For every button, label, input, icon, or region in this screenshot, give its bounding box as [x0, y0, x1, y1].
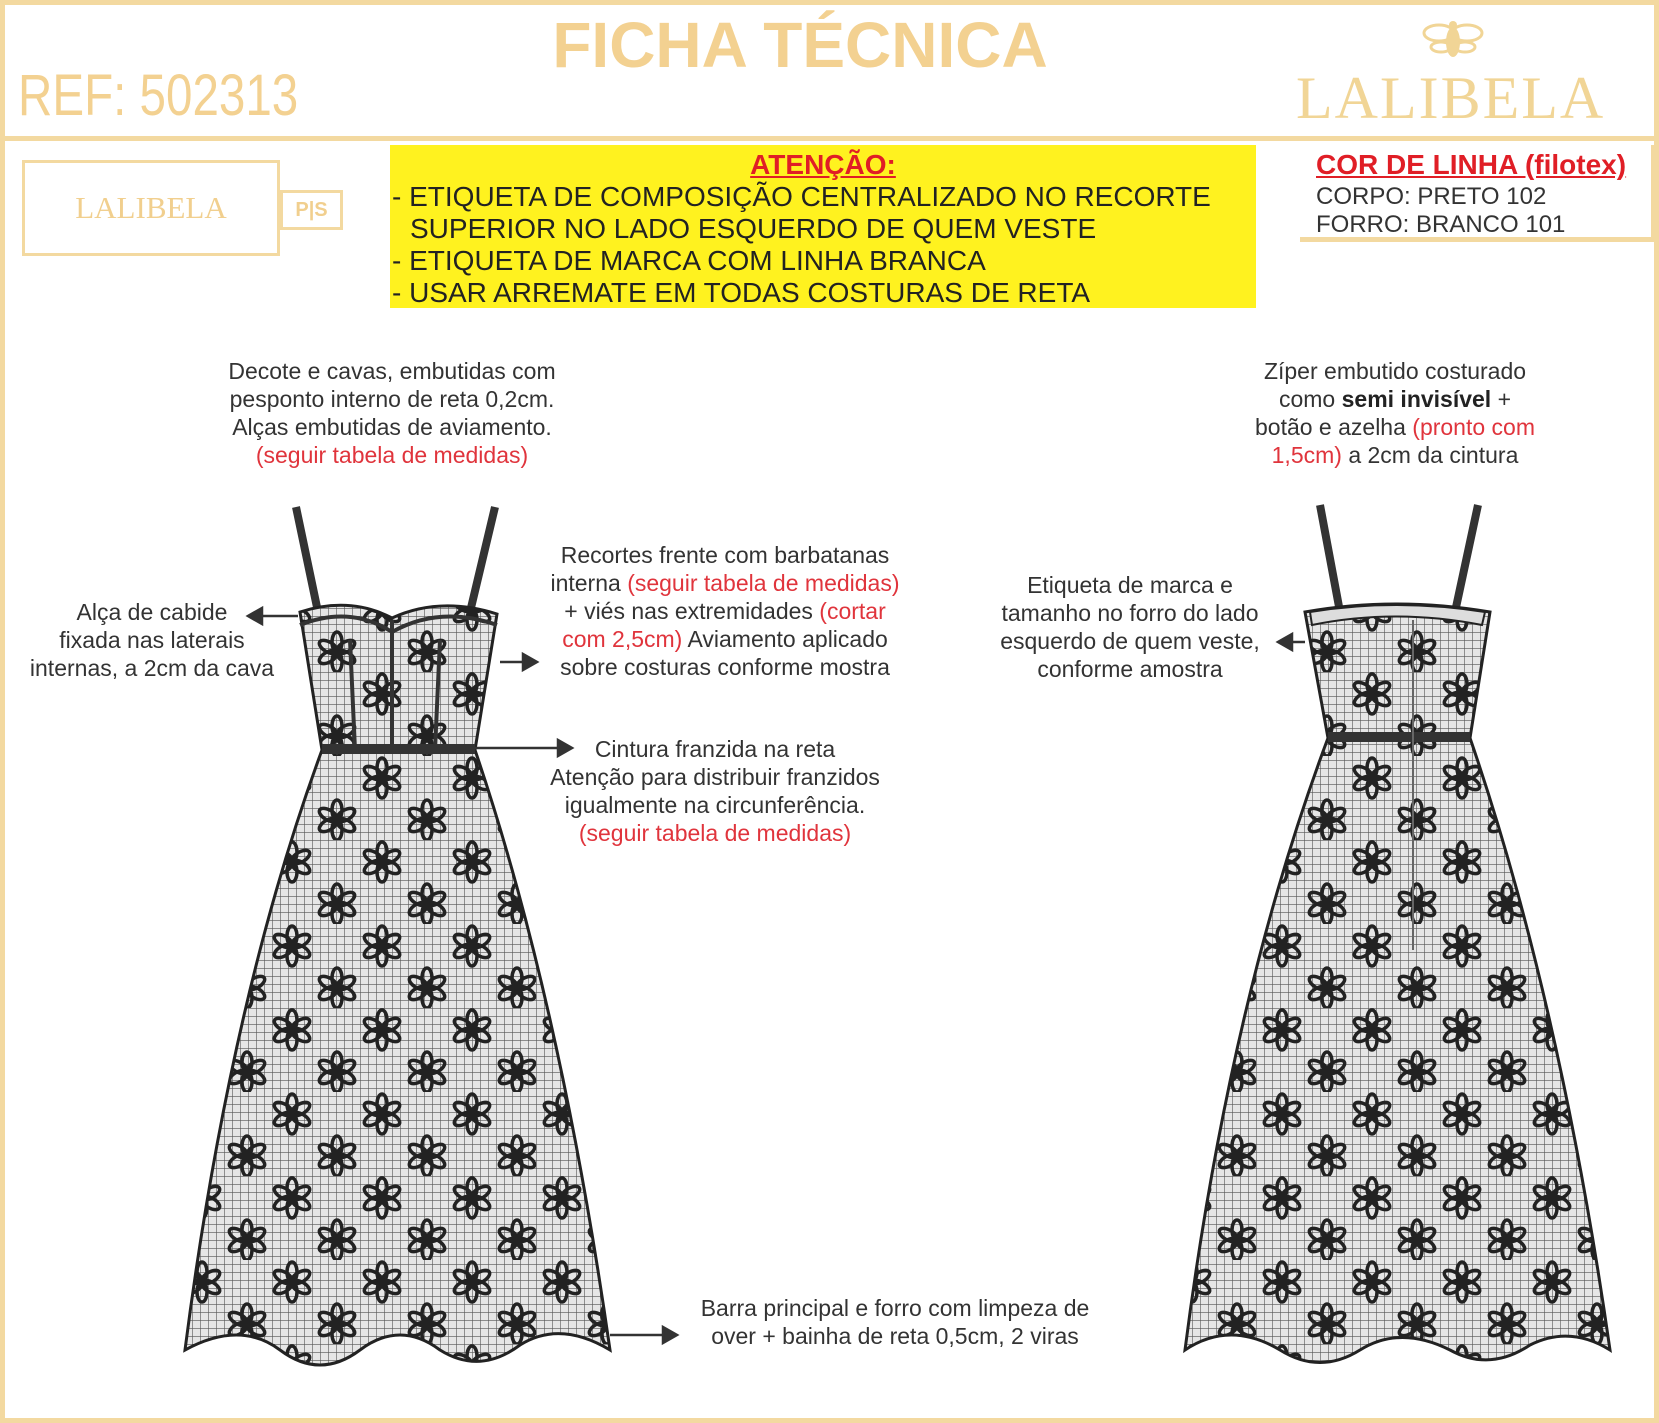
note-line: conforme amostra	[1037, 656, 1223, 682]
attention-line: - ETIQUETA DE MARCA COM LINHA BRANCA	[392, 245, 986, 276]
note-line: pesponto interno de reta 0,2cm.	[229, 386, 555, 412]
note-text-red: (seguir tabela de medidas)	[627, 570, 900, 596]
note-line: Alça de cabide	[76, 599, 228, 625]
note-text: interna	[550, 570, 628, 596]
attention-line: SUPERIOR NO LADO ESQUERDO DE QUEM VESTE	[410, 213, 1097, 244]
brand-label-note	[980, 571, 1280, 683]
label-brand-text: LALIBELA	[75, 190, 227, 225]
note-text: a 2cm da cintura	[1341, 442, 1519, 468]
note-line	[1230, 413, 1560, 441]
note-line: Alças embutidas de aviamento.	[232, 414, 552, 440]
note-line: (seguir tabela de medidas)	[255, 442, 529, 468]
note-line: igualmente na circunferência.	[564, 792, 866, 818]
note-line: Cintura franzida na reta	[594, 736, 836, 762]
reference-code: REF: 502313	[18, 63, 299, 128]
note-text-red: (cortar	[819, 598, 886, 624]
note-line: internas, a 2cm da cava	[29, 655, 275, 681]
note-text: botão e azelha	[1254, 414, 1413, 440]
attention-line: - ETIQUETA DE COMPOSIÇÃO CENTRALIZADO NO RECORTE	[392, 181, 1211, 212]
note-text-red: (pronto com	[1412, 414, 1535, 440]
page-title: FICHA TÉCNICA	[552, 9, 1048, 81]
note-line: Recortes frente com barbatanas	[560, 542, 890, 568]
note-text: Aviamento aplicado	[682, 626, 888, 652]
attention-line: - USAR ARREMATE EM TODAS COSTURAS DE RETA	[392, 277, 1091, 308]
note-line: Barra principal e forro com limpeza de	[700, 1295, 1090, 1321]
note-line: Atenção para distribuir franzidos	[550, 764, 880, 790]
zipper-note	[1230, 357, 1560, 469]
waist-note	[530, 735, 900, 847]
note-line: over + bainha de reta 0,5cm, 2 viras	[711, 1323, 1079, 1349]
note-line: (seguir tabela de medidas)	[578, 820, 852, 846]
note-text-bold: semi invisível	[1341, 386, 1492, 412]
note-text-red: 1,5cm)	[1271, 442, 1342, 468]
thread-color-body: CORPO: PRETO 102	[1316, 183, 1547, 210]
size-label-sample: P|S	[280, 190, 343, 230]
note-line: Zíper embutido costurado	[1263, 358, 1527, 384]
note-line: fixada nas laterais	[59, 627, 245, 653]
thread-color-title: COR DE LINHA (filotex)	[1316, 149, 1627, 180]
hem-note	[680, 1294, 1110, 1350]
note-line	[530, 597, 920, 625]
note-line: Decote e cavas, embutidas com	[228, 358, 556, 384]
hanger-strap-note	[14, 598, 290, 682]
front-panels-note	[530, 541, 920, 681]
note-text: + viés nas extremidades	[564, 598, 820, 624]
note-line	[1230, 385, 1560, 413]
neckline-note	[200, 357, 584, 469]
note-text: +	[1491, 386, 1512, 412]
brand-logo: LALIBELA	[1296, 65, 1606, 131]
note-line	[530, 569, 920, 597]
note-line	[530, 625, 920, 653]
note-text-red: com 2,5cm)	[562, 626, 683, 652]
thread-color-lining: FORRO: BRANCO 101	[1316, 211, 1566, 238]
note-text: como	[1278, 386, 1342, 412]
note-line: esquerdo de quem veste,	[1000, 628, 1260, 654]
note-line: Etiqueta de marca e	[1027, 572, 1233, 598]
attention-title: ATENÇÃO:	[750, 149, 896, 180]
note-line	[1230, 441, 1560, 469]
note-line: tamanho no forro do lado	[1001, 600, 1259, 626]
note-line: sobre costuras conforme mostra	[560, 654, 890, 680]
